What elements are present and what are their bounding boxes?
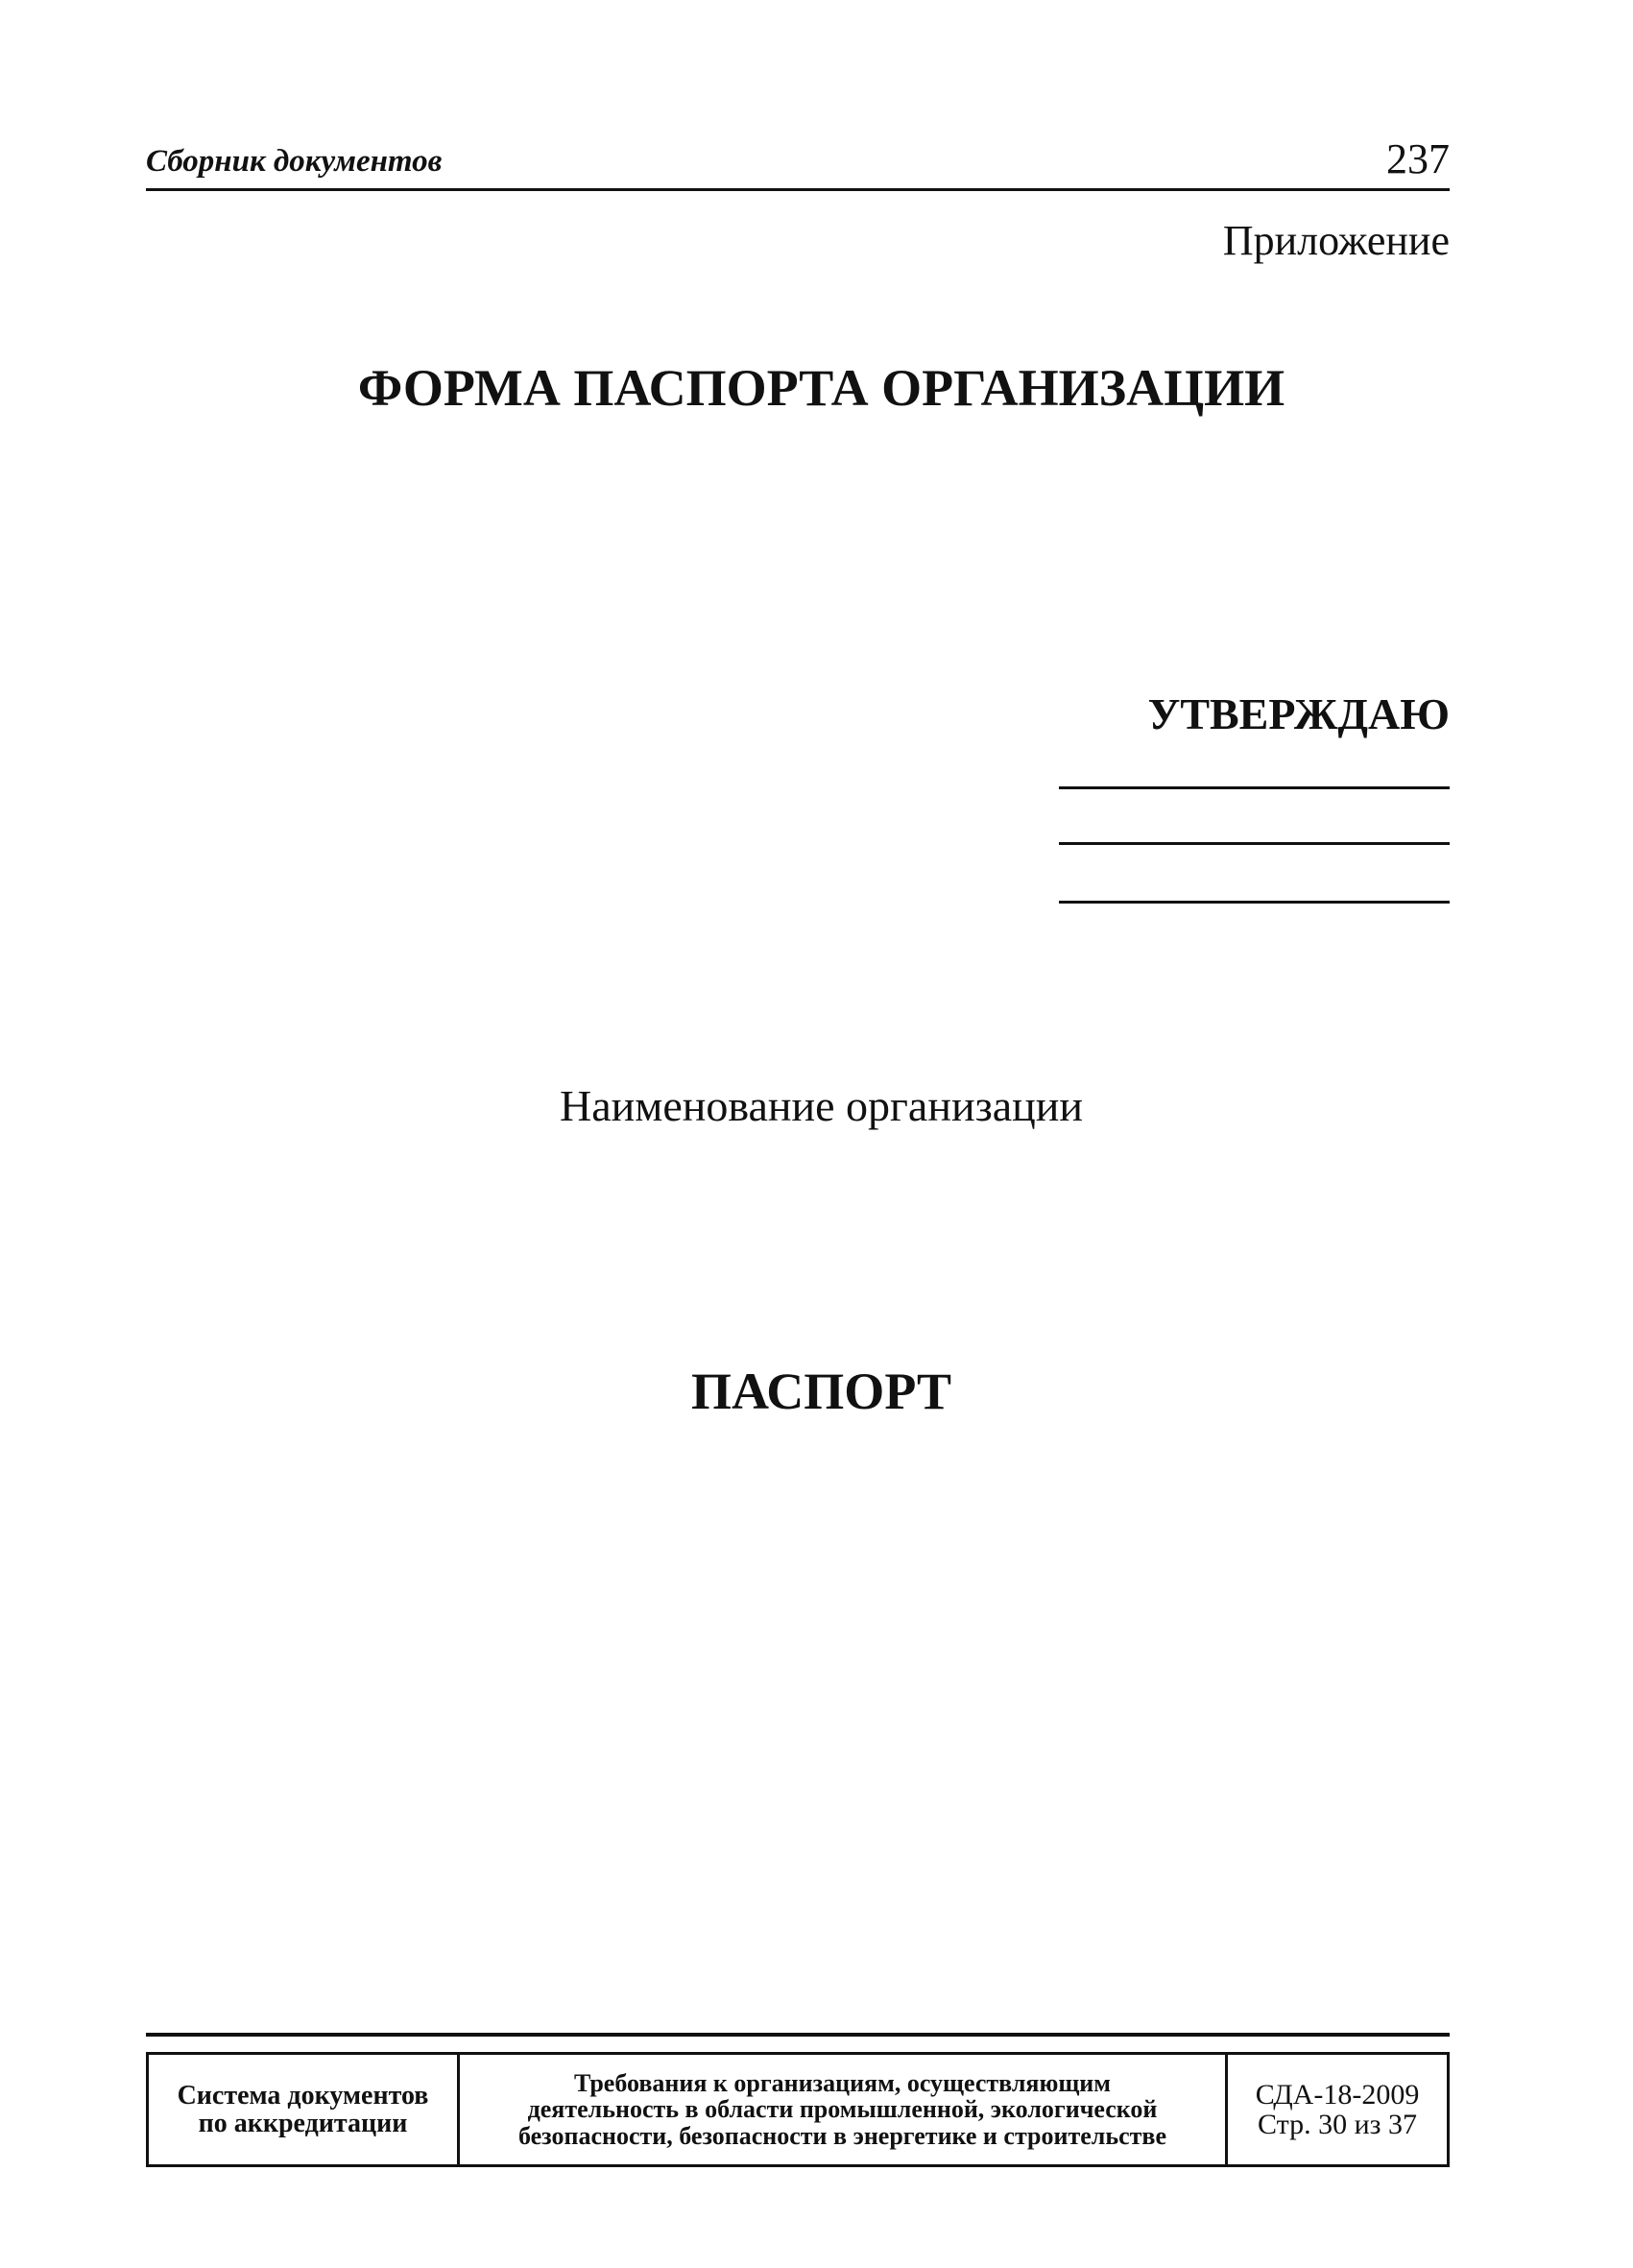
footer-system-line: Система документов (177, 2080, 429, 2111)
appendix-label: Приложение (1222, 217, 1450, 264)
signature-line (1059, 786, 1450, 789)
footer-page-info: Стр. 30 из 37 (1258, 2109, 1417, 2140)
main-title: ФОРМА ПАСПОРТА ОРГАНИЗАЦИИ (357, 359, 1285, 417)
approval-label: УТВЕРЖДАЮ (1147, 689, 1450, 738)
signature-line (1059, 842, 1450, 845)
document-title: ПАСПОРТ (691, 1363, 951, 1420)
header-page-number: 237 (1386, 135, 1450, 182)
header-rule (146, 188, 1450, 191)
header-collection-title: Сборник документов (146, 144, 443, 179)
footer-rule (146, 2033, 1450, 2037)
footer-requirements-line: Требования к организациям, осуществляющим (574, 2069, 1111, 2098)
footer-table (146, 2052, 1450, 2167)
footer-requirements-line: деятельность в области промышленной, экологической (527, 2095, 1158, 2124)
organization-name: Наименование организации (559, 1081, 1084, 1130)
footer-system-line: по аккредитации (198, 2109, 408, 2138)
footer-requirements-line: безопасности, безопасности в энергетике и строительстве (517, 2121, 1167, 2150)
signature-line (1059, 901, 1450, 904)
footer-document-code: СДА-18-2009 (1255, 2078, 1420, 2111)
footer-requirements-cell (460, 2055, 1228, 2164)
footer-system-cell (149, 2055, 460, 2164)
footer-code-cell (1228, 2055, 1447, 2164)
